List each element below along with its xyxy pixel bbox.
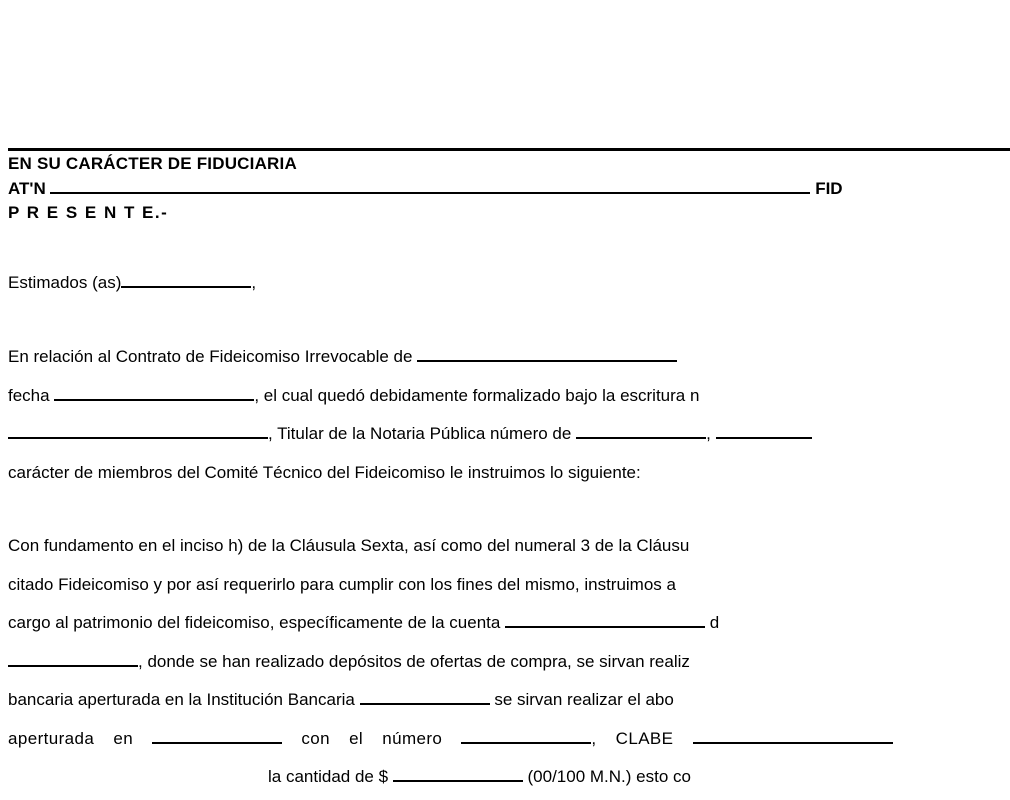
header-fiduciaria-line: EN SU CARÁCTER DE FIDUCIARIA [8,148,1010,176]
salutation-prefix: Estimados (as) [8,273,122,293]
p2-l6-text-d: el [349,728,364,748]
p2-l3-text-a: cargo al patrimonio del fideicomiso, específicamente de la cuenta [8,613,501,633]
p1-l2-text-b: , el cual quedó debidamente formalizado bajo la escritura n [254,385,700,405]
p2-l7-text-b: (00/100 M.N.) esto co [527,767,691,787]
p2-l6-text-b: en [113,728,134,748]
p1-l3-blank-field-1[interactable] [8,437,268,439]
salutation-blank-field[interactable] [121,286,251,288]
p2-l6-text-g: CLABE [615,728,674,748]
p2-l6-blank-field-2[interactable] [461,742,591,744]
attn-trailing-text: FID [815,178,843,198]
p1-l3-text-a: , Titular de la Notaria Pública número de [268,424,572,444]
paragraph-1-line-1 [8,343,1010,371]
header-attn-line [8,176,1010,202]
p2-l6-text-f: , [591,728,597,748]
p2-l7-blank-field[interactable] [393,780,523,782]
p2-l6-text-a: aperturada [8,728,95,748]
document-body [0,148,1010,791]
p2-l6-text-e: número [382,728,443,748]
p2-l4-text: , donde se han realizado depósitos de ofertas de compra, se sirvan realiz [138,651,690,671]
p2-l3-text-b: d [709,613,720,633]
p1-l2-text-a: fecha [8,385,50,405]
p2-l6-blank-field-3[interactable] [693,742,893,744]
paragraph-1-line-2 [8,382,1010,410]
paragraph-2-line-6 [8,725,1010,753]
paragraph-2-line-3 [8,609,1010,637]
p1-l1-text: En relación al Contrato de Fideicomiso Irrevocable de [8,346,413,366]
paragraph-2-line-4 [8,648,1010,676]
p2-l5-text-b: se sirvan realizar el abo [494,690,674,710]
paragraph-2 [8,532,1010,791]
p1-l3-blank-field-2[interactable] [576,437,706,439]
paragraph-2-line-1: Con fundamento en el inciso h) de la Cláusula Sexta, así como del numeral 3 de la Cláusu [8,536,690,556]
paragraph-2-line-7 [8,763,1010,791]
paragraph-2-line-2: citado Fideicomiso y por así requerirlo para cumplir con los fines del mismo, instruimos a [8,574,676,594]
salutation-line [8,269,1010,297]
p2-l4-blank-field[interactable] [8,665,138,667]
p1-l3-blank-field-3[interactable] [716,437,812,439]
paragraph-1 [8,343,1010,486]
p1-l1-blank-field[interactable] [417,360,677,362]
p2-l5-blank-field[interactable] [360,703,490,705]
p2-l7-text-a: la cantidad de $ [268,767,389,787]
header-presente: P R E S E N T E.- [8,203,169,223]
p2-l6-blank-field-1[interactable] [152,742,282,744]
attn-blank-field[interactable] [50,192,810,194]
paragraph-2-line-5 [8,686,1010,714]
attn-label: AT'N [8,178,46,198]
paragraph-1-line-3 [8,420,1010,448]
salutation-suffix: , [251,273,257,293]
p2-l5-text-a: bancaria aperturada en la Institución Bancaria [8,690,355,710]
p2-l6-text-c: con [301,728,330,748]
p1-l2-blank-field[interactable] [54,399,254,401]
p2-l3-blank-field[interactable] [505,626,705,628]
p1-l3-text-b: , [706,424,711,444]
paragraph-1-line-4: carácter de miembros del Comité Técnico del Fideicomiso le instruimos lo siguiente: [8,462,641,482]
